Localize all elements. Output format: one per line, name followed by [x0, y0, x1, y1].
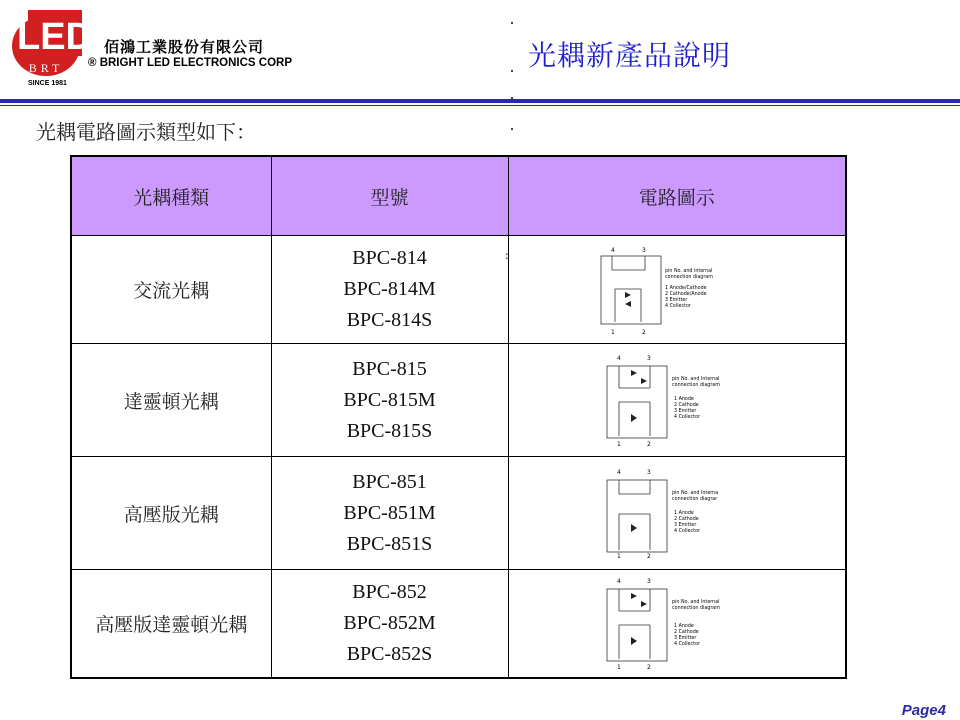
decorative-dot	[511, 70, 513, 72]
table-row	[71, 236, 846, 344]
diagram-caption: connection diagram	[671, 383, 720, 388]
pin-label: 2	[641, 328, 646, 336]
diagram-caption: connection diagram	[664, 274, 713, 280]
circuit-diagram-cell	[508, 236, 846, 344]
coupler-kind: 交流光耦	[71, 236, 271, 344]
pin-legend: 1 Anode	[673, 624, 694, 630]
header-diagram: 電路圖示	[508, 156, 846, 236]
pin-legend: 4 Collector	[664, 303, 691, 309]
logo-brt-text: BRT	[28, 61, 64, 75]
pin-label: 1	[616, 553, 621, 560]
pin-legend: 3 Emitter	[673, 409, 697, 414]
stray-colon: :	[505, 249, 509, 262]
model-list	[271, 236, 508, 344]
pin-label: 1	[616, 664, 621, 672]
diagram-caption: pin No. and internal	[664, 268, 713, 274]
led-icon	[625, 292, 631, 298]
model-number: BPC-814M	[343, 278, 436, 300]
led-icon	[631, 414, 637, 422]
pin-legend: 4 Collector	[673, 642, 700, 648]
transistor-icon	[631, 593, 637, 599]
diagram-caption: connection diagrar	[671, 497, 717, 502]
decorative-dot	[511, 128, 513, 130]
ac-input-circuit-diagram	[597, 244, 757, 336]
pin-label: 3	[646, 469, 651, 476]
model-number: BPC-815M	[343, 388, 436, 411]
high-voltage-circuit-diagram	[597, 466, 757, 560]
diagram-caption: connection diagram	[671, 606, 720, 612]
pin-legend: 3 Emitter	[664, 297, 688, 303]
model-number: BPC-851M	[343, 501, 436, 524]
pin-legend: 3 Emitter	[673, 636, 697, 642]
pin-label: 4	[616, 469, 621, 476]
pin-legend: 4 Collector	[673, 529, 700, 534]
table-row	[71, 457, 846, 570]
model-list	[271, 570, 508, 678]
pin-legend: 2 Cathode	[673, 403, 699, 408]
logo-led-text: LED	[17, 16, 86, 58]
company-name-english-text: BRIGHT LED ELECTRONICS CORP	[99, 57, 292, 69]
registered-mark: ®	[88, 57, 97, 69]
pin-label: 4	[616, 578, 621, 586]
pin-legend: 2 Cathode	[673, 630, 699, 636]
diagram-caption: pin No. and Internal	[671, 377, 720, 382]
circuit-diagram-cell	[508, 344, 846, 457]
model-number: BPC-814	[352, 247, 427, 269]
led-icon	[631, 524, 637, 532]
pin-legend: 2 Cathode/Anode	[664, 291, 707, 297]
coupler-kind: 高壓版光耦	[71, 457, 271, 570]
pin-legend: 1 Anode/Cathode	[664, 285, 707, 291]
page-number: Page4	[901, 702, 946, 719]
model-number: BPC-815	[352, 357, 427, 380]
led-icon	[625, 301, 631, 307]
pin-legend: 2 Cathode	[673, 517, 699, 522]
package-outline	[601, 256, 661, 324]
header-divider	[0, 99, 960, 103]
pin-legend: 3 Emitter	[673, 523, 697, 528]
pin-label: 3	[641, 246, 646, 254]
pin-legend: 1 Anode	[673, 397, 694, 402]
decorative-dot	[511, 22, 513, 24]
model-list	[271, 457, 508, 570]
table-row	[71, 570, 846, 678]
pin-legend: 4 Collector	[673, 415, 700, 420]
led-icon	[631, 637, 637, 645]
header-divider-thin	[0, 105, 960, 106]
model-number: BPC-852M	[343, 611, 436, 634]
pin-label: 1	[610, 328, 615, 336]
model-number: BPC-815S	[346, 419, 433, 442]
pin-label: 4	[610, 246, 615, 254]
circuit-diagram-cell	[508, 570, 846, 678]
model-number: BPC-852S	[346, 642, 433, 665]
model-number: BPC-851S	[346, 532, 433, 555]
company-logo	[10, 10, 86, 78]
diagram-caption: pin No. and Internal	[671, 600, 720, 606]
pin-label: 3	[646, 355, 651, 362]
pin-label: 4	[616, 355, 621, 362]
table-header-row	[71, 156, 846, 236]
circuit-diagram-cell	[508, 457, 846, 570]
pin-label: 3	[646, 578, 651, 586]
pin-label: 2	[646, 664, 651, 672]
diagram-caption: pin No. and Interna	[671, 491, 718, 496]
model-list	[271, 344, 508, 457]
model-number: BPC-851	[352, 470, 427, 493]
transistor-icon	[641, 378, 647, 384]
since-year: SINCE 1981	[28, 80, 67, 87]
table-row	[71, 344, 846, 457]
pin-label: 2	[646, 553, 651, 560]
company-name-english	[88, 57, 292, 69]
transistor-icon	[631, 370, 637, 376]
transistor-icon	[641, 601, 647, 607]
header-kind: 光耦種類	[71, 156, 271, 236]
pin-legend: 1 Anode	[673, 511, 694, 516]
pin-label: 1	[616, 441, 621, 448]
intro-text: 光耦電路圖示類型如下：	[36, 120, 256, 144]
optocoupler-table	[70, 155, 847, 679]
company-name-chinese: 佰鴻工業股份有限公司	[104, 38, 265, 56]
header-model: 型號	[271, 156, 508, 236]
coupler-kind: 高壓版達靈頓光耦	[71, 570, 271, 678]
high-voltage-darlington-circuit-diagram	[597, 575, 757, 671]
page-title: 光耦新產品說明	[528, 39, 732, 72]
pin-label: 2	[646, 441, 651, 448]
coupler-kind: 達靈頓光耦	[71, 344, 271, 457]
model-number: BPC-852	[352, 580, 427, 603]
model-number: BPC-814S	[346, 309, 433, 331]
darlington-circuit-diagram	[597, 352, 757, 448]
package-outline	[607, 480, 667, 552]
